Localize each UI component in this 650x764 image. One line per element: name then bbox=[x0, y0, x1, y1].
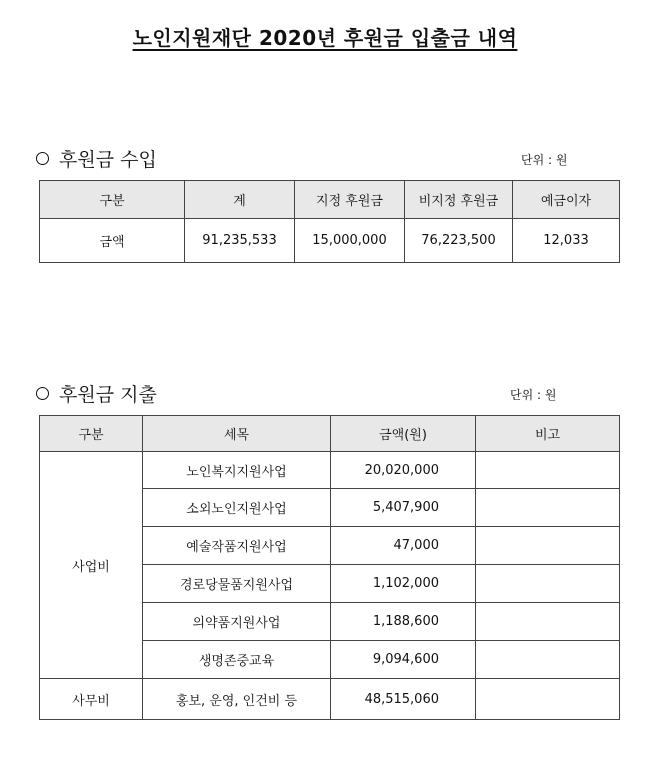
item-cell: 의약품지원사업 bbox=[143, 603, 331, 641]
amount-cell: 1,188,600 bbox=[331, 603, 476, 641]
income-cell: 91,235,533 bbox=[185, 219, 295, 263]
expense-heading-text: 후원금 지출 bbox=[59, 384, 157, 406]
page-title-text: 노인지원재단 2020년 후원금 입출금 내역 bbox=[132, 26, 518, 50]
income-heading-text: 후원금 수입 bbox=[59, 149, 157, 171]
note-cell bbox=[476, 489, 620, 527]
amount-cell: 5,407,900 bbox=[331, 489, 476, 527]
page-title bbox=[0, 22, 650, 51]
amount-cell: 20,020,000 bbox=[331, 452, 476, 489]
expense-section-heading bbox=[36, 380, 157, 407]
circle-bullet-icon bbox=[36, 152, 49, 165]
expense-table bbox=[39, 415, 620, 720]
income-header-cell: 예금이자 bbox=[513, 181, 620, 219]
amount-cell: 47,000 bbox=[331, 527, 476, 565]
expense-header-cell: 세목 bbox=[143, 416, 331, 452]
item-cell: 노인복지지원사업 bbox=[143, 452, 331, 489]
note-cell bbox=[476, 527, 620, 565]
income-unit-label: 단위 : 원 bbox=[521, 153, 568, 167]
circle-bullet-icon bbox=[36, 387, 49, 400]
note-cell bbox=[476, 603, 620, 641]
income-header-row bbox=[40, 181, 620, 219]
income-cell: 금액 bbox=[40, 219, 185, 263]
item-cell: 예술작품지원사업 bbox=[143, 527, 331, 565]
note-cell bbox=[476, 452, 620, 489]
note-cell bbox=[476, 641, 620, 679]
item-cell: 경로당물품지원사업 bbox=[143, 565, 331, 603]
income-table bbox=[39, 180, 620, 263]
table-row bbox=[40, 452, 620, 489]
group-cell-business: 사업비 bbox=[40, 452, 143, 679]
income-header-cell: 비지정 후원금 bbox=[405, 181, 513, 219]
amount-cell: 48,515,060 bbox=[331, 679, 476, 720]
expense-header-cell: 금액(원) bbox=[331, 416, 476, 452]
income-header-cell: 구분 bbox=[40, 181, 185, 219]
note-cell bbox=[476, 679, 620, 720]
income-section-heading bbox=[36, 145, 157, 172]
item-cell: 생명존중교육 bbox=[143, 641, 331, 679]
income-cell: 12,033 bbox=[513, 219, 620, 263]
note-cell bbox=[476, 565, 620, 603]
amount-cell: 9,094,600 bbox=[331, 641, 476, 679]
income-header-cell: 지정 후원금 bbox=[295, 181, 405, 219]
expense-header-cell: 구분 bbox=[40, 416, 143, 452]
group-cell-office: 사무비 bbox=[40, 679, 143, 720]
amount-cell: 1,102,000 bbox=[331, 565, 476, 603]
item-cell: 홍보, 운영, 인건비 등 bbox=[143, 679, 331, 720]
item-cell: 소외노인지원사업 bbox=[143, 489, 331, 527]
expense-header-cell: 비고 bbox=[476, 416, 620, 452]
expense-header-row bbox=[40, 416, 620, 452]
income-cell: 15,000,000 bbox=[295, 219, 405, 263]
expense-unit-label: 단위 : 원 bbox=[510, 388, 557, 402]
income-header-cell: 계 bbox=[185, 181, 295, 219]
table-row bbox=[40, 679, 620, 720]
income-cell: 76,223,500 bbox=[405, 219, 513, 263]
income-data-row bbox=[40, 219, 620, 263]
